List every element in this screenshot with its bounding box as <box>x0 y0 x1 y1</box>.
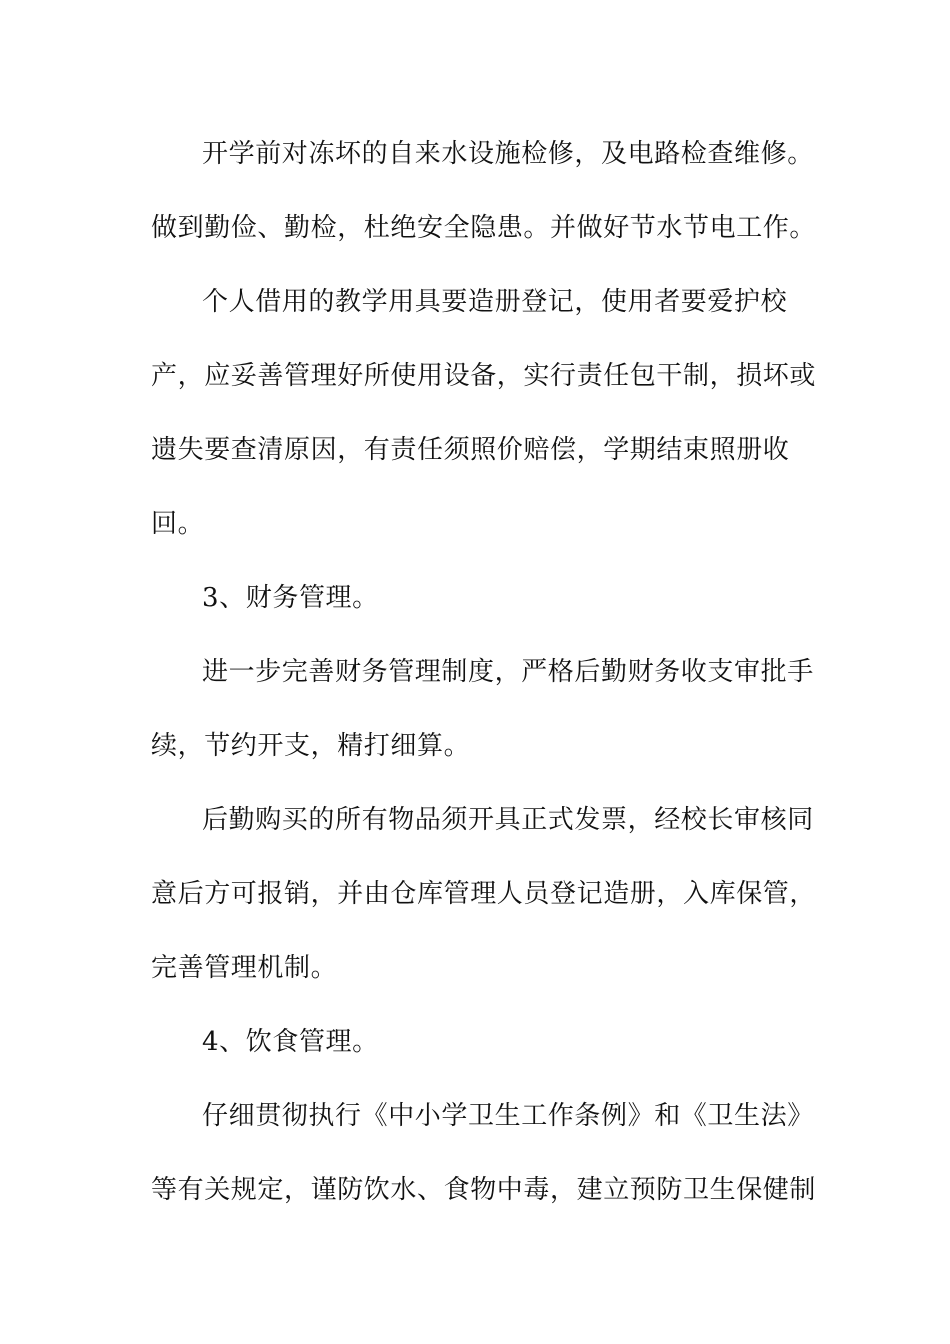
paragraph-line: 产，应妥善管理好所使用设备，实行责任包干制，损坏或 <box>151 361 817 391</box>
paragraph-line: 续，节约开支，精打细算。 <box>151 731 471 761</box>
paragraph-line: 等有关规定，谨防饮水、食物中毒，建立预防卫生保健制 <box>151 1175 817 1205</box>
paragraph-line: 回。 <box>151 509 205 539</box>
section-heading: 3、财务管理。 <box>202 583 379 613</box>
section-heading: 4、饮食管理。 <box>202 1027 379 1057</box>
paragraph-line: 个人借用的教学用具要造册登记，使用者要爱护校 <box>202 287 788 317</box>
paragraph-line: 开学前对冻坏的自来水设施检修，及电路检查维修。 <box>202 139 814 169</box>
paragraph-line: 后勤购买的所有物品须开具正式发票，经校长审核同 <box>202 805 814 835</box>
paragraph-line: 意后方可报销，并由仓库管理人员登记造册，入库保管， <box>151 879 817 909</box>
paragraph-line: 遗失要查清原因，有责任须照价赔偿，学期结束照册收 <box>151 435 790 465</box>
paragraph-line: 进一步完善财务管理制度，严格后勤财务收支审批手 <box>202 657 814 687</box>
paragraph-line: 完善管理机制。 <box>151 953 338 983</box>
paragraph-line: 仔细贯彻执行《中小学卫生工作条例》和《卫生法》 <box>202 1101 814 1131</box>
paragraph-line: 做到勤俭、勤检，杜绝安全隐患。并做好节水节电工作。 <box>151 213 817 243</box>
